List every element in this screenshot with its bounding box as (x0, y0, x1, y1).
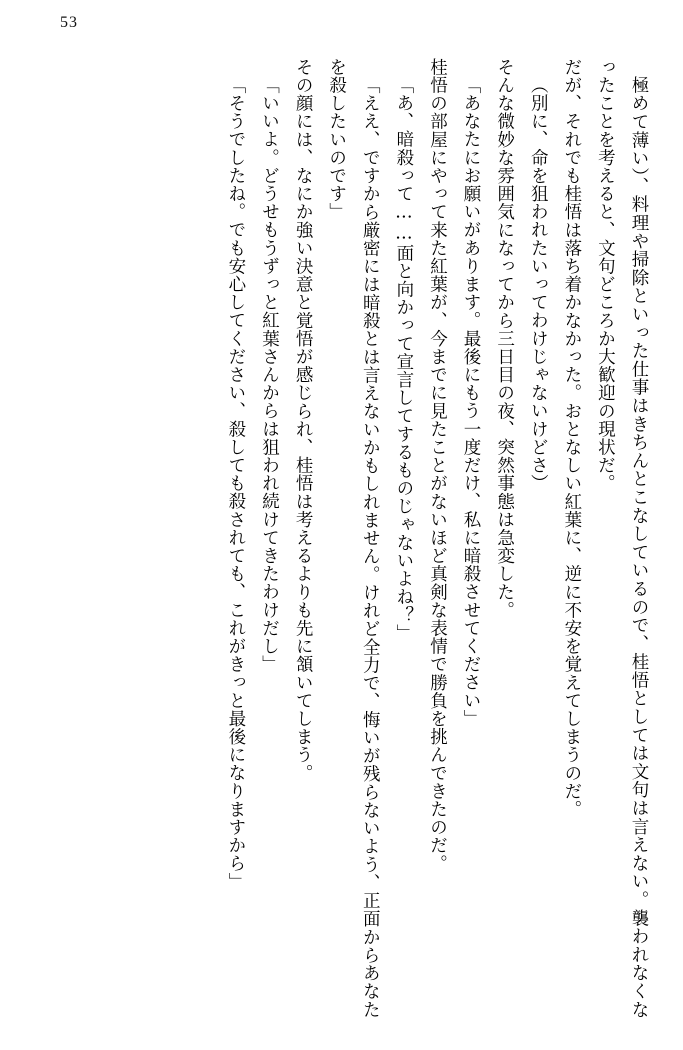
paragraph: 「あ、暗殺って……面と向かって宣言してするものじゃないよね？」 (393, 75, 414, 642)
page-body-text (28, 58, 655, 1018)
paragraph: その顔には、なにか強い決意と覚悟が感じられ、桂悟は考えるよりも先に頷いてしまう。 (293, 58, 314, 782)
paragraph: 「そうでしたね。でも安心してください、殺しても殺されても、これがきっと最後になりますから」 (225, 75, 246, 890)
paragraph: だが、それでも桂悟は落ち着かなかった。おとなしい紅葉に、逆に不安を覚えてしまうのだ。 (561, 58, 582, 819)
paragraph: 極めて薄い）、料理や掃除といった仕事はきちんとこなしているので、桂悟としては文句は言えない。襲われなくなったことを考えると、文句どころか大歓迎の現状だ。 (595, 58, 649, 1018)
paragraph: 「あなたにお願いがあります。最後にもう一度だけ、私に暗殺させてください」 (461, 75, 482, 728)
paragraph: 桂悟の部屋にやって来た紅葉が、今までに見たことがないほど真剣な表情で勝負を挑んできたのだ。 (427, 58, 448, 873)
paragraph: そんな微妙な雰囲気になってから三日目の夜、突然事態は急変した。 (494, 58, 515, 620)
paragraph: （別に、命を狙われたいってわけじゃないけどさ） (528, 75, 549, 492)
paragraph: 「いいよ。どうせもうずっと紅葉さんからは狙われ続けてきたわけだし」 (259, 75, 280, 673)
page-number: 53 (60, 14, 78, 31)
paragraph: 「ええ、ですから厳密には暗殺とは言えないかもしれません。けれど全力で、悔いが残らないよう、正面からあなたを殺したいのです」 (326, 58, 381, 1018)
